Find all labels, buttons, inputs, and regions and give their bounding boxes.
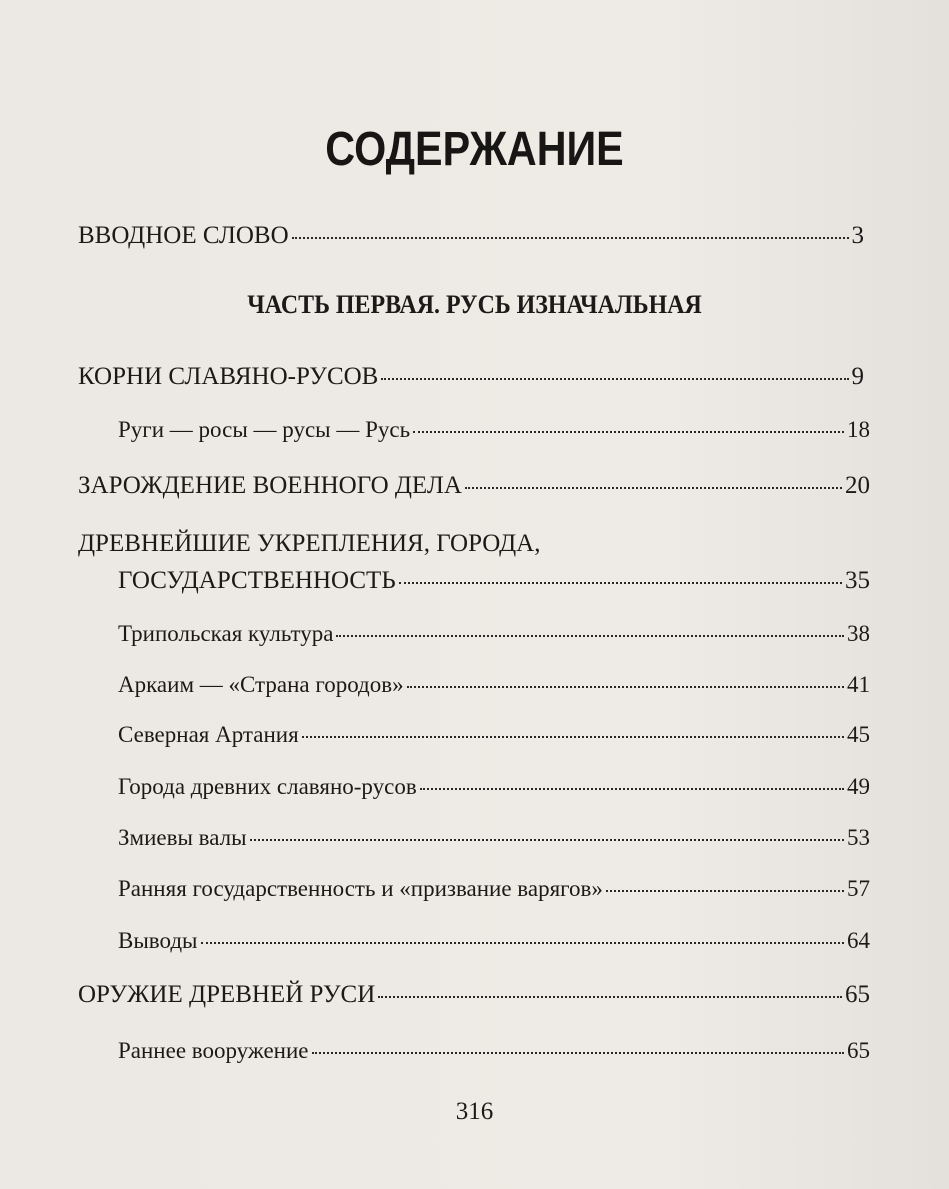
toc-entry-page: 18 xyxy=(847,417,870,442)
leader-dots xyxy=(292,235,849,239)
toc-entry-cities xyxy=(118,772,870,802)
toc-entry-label: Аркаим — «Страна городов» xyxy=(118,672,404,697)
leader-dots xyxy=(413,429,844,433)
toc-entry-page: 35 xyxy=(845,567,870,594)
toc-entry-page: 64 xyxy=(847,928,870,953)
leader-dots xyxy=(407,684,844,688)
leader-dots xyxy=(201,940,845,944)
page-title: СОДЕРЖАНИЕ xyxy=(325,123,624,176)
leader-dots xyxy=(302,734,844,738)
toc-entry-fortifications-line1: ДРЕВНЕЙШИЕ УКРЕПЛЕНИЯ, ГОРОДА, xyxy=(78,530,541,557)
toc-entry-weapons xyxy=(78,980,870,1010)
toc-entry-page: 41 xyxy=(847,672,870,697)
toc-entry-tripolye xyxy=(118,619,870,649)
toc-entry-page: 65 xyxy=(847,1038,870,1063)
part-heading: ЧАСТЬ ПЕРВАЯ. РУСЬ ИЗНАЧАЛЬНАЯ xyxy=(247,290,702,319)
toc-entry-page: 3 xyxy=(851,222,864,249)
toc-entry-label: Трипольская культура xyxy=(118,621,334,646)
toc-entry-artania xyxy=(118,720,870,750)
toc-entry-label: ГОСУДАРСТВЕННОСТЬ xyxy=(118,567,396,594)
toc-entry-label: Ранняя государственность и «призвание варягов» xyxy=(118,876,603,901)
toc-entry-page: 49 xyxy=(847,774,870,799)
toc-entry-label: Змиевы валы xyxy=(118,825,247,850)
toc-entry-early-weapons xyxy=(118,1036,870,1066)
leader-dots xyxy=(250,837,844,841)
leader-dots xyxy=(420,786,844,790)
toc-entry-label: ОРУЖИЕ ДРЕВНЕЙ РУСИ xyxy=(78,981,376,1008)
toc-entry-label: Руги — росы — русы — Русь xyxy=(118,417,411,442)
leader-dots xyxy=(381,376,848,380)
toc-entry-label: ЗАРОЖДЕНИЕ ВОЕННОГО ДЕЛА xyxy=(78,472,462,499)
toc-entry-label: ВВОДНОЕ СЛОВО xyxy=(78,222,289,249)
leader-dots xyxy=(378,994,842,998)
leader-dots xyxy=(465,485,842,489)
toc-entry-label: Выводы xyxy=(118,928,198,953)
toc-entry-page: 45 xyxy=(847,722,870,747)
toc-entry-label: КОРНИ СЛАВЯНО-РУСОВ xyxy=(78,363,379,390)
toc-entry-fortifications xyxy=(118,566,870,596)
toc-entry-page: 9 xyxy=(851,363,864,390)
toc-entry-rugi xyxy=(118,415,870,445)
toc-entry-page: 57 xyxy=(847,876,870,901)
toc-entry-military xyxy=(78,471,870,501)
leader-dots xyxy=(336,633,844,637)
toc-entry-arkaim xyxy=(118,670,870,700)
leader-dots xyxy=(606,888,844,892)
toc-entry-page: 53 xyxy=(847,825,870,850)
toc-entry-zmievy xyxy=(118,823,870,853)
toc-entry-page: 65 xyxy=(845,981,870,1008)
toc-entry-page: 20 xyxy=(845,472,870,499)
toc-entry-label: Раннее вооружение xyxy=(118,1038,309,1063)
toc-entry-intro xyxy=(78,221,864,251)
toc-entry-roots xyxy=(78,362,864,392)
leader-dots xyxy=(399,580,842,584)
leader-dots xyxy=(312,1050,844,1054)
toc-entry-label: Северная Артания xyxy=(118,722,299,747)
toc-entry-conclusions xyxy=(118,926,870,956)
toc-entry-label: Города древних славяно-русов xyxy=(118,774,417,799)
toc-entry-page: 38 xyxy=(847,621,870,646)
toc-entry-varangians xyxy=(118,874,870,904)
page-number: 316 xyxy=(455,1098,494,1125)
